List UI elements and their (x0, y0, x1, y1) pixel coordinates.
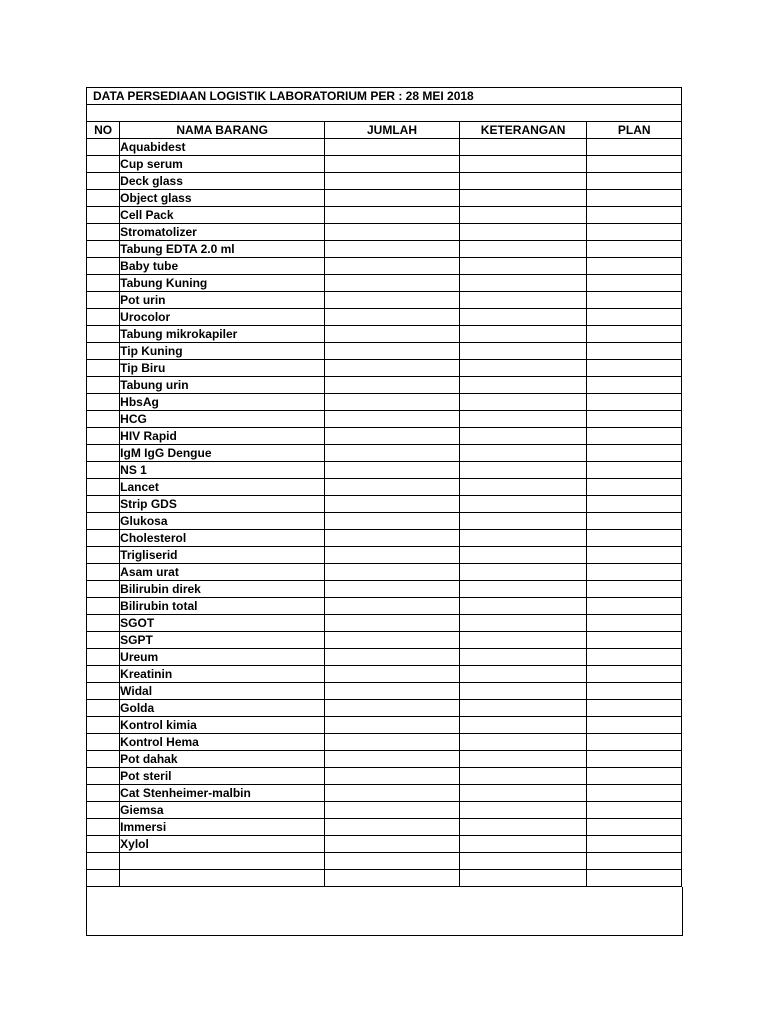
cell-keterangan (459, 411, 587, 428)
table-row (87, 343, 682, 360)
cell-jumlah (325, 581, 460, 598)
cell-jumlah (325, 258, 460, 275)
footer-table (86, 887, 683, 936)
cell-no (87, 768, 120, 785)
cell-keterangan (459, 462, 587, 479)
cell-plan (587, 615, 682, 632)
cell-keterangan (459, 734, 587, 751)
cell-keterangan (459, 207, 587, 224)
table-row (87, 445, 682, 462)
cell-jumlah (325, 734, 460, 751)
cell-nama-barang: Bilirubin total (120, 598, 325, 615)
table-row (87, 428, 682, 445)
cell-plan (587, 139, 682, 156)
cell-no (87, 326, 120, 343)
cell-nama-barang: Deck glass (120, 173, 325, 190)
table-row (87, 479, 682, 496)
table-row (87, 615, 682, 632)
cell-nama-barang: Immersi (120, 819, 325, 836)
cell-nama-barang: Pot steril (120, 768, 325, 785)
cell-jumlah (325, 598, 460, 615)
cell-no (87, 377, 120, 394)
cell-no (87, 309, 120, 326)
cell-no (87, 224, 120, 241)
cell-nama-barang (120, 870, 325, 887)
cell-jumlah (325, 360, 460, 377)
table-row (87, 292, 682, 309)
cell-jumlah (325, 411, 460, 428)
cell-jumlah (325, 394, 460, 411)
cell-no (87, 360, 120, 377)
cell-keterangan (459, 785, 587, 802)
cell-keterangan (459, 139, 587, 156)
cell-nama-barang: Kreatinin (120, 666, 325, 683)
cell-keterangan (459, 683, 587, 700)
table-row (87, 377, 682, 394)
cell-nama-barang: Pot dahak (120, 751, 325, 768)
cell-plan (587, 479, 682, 496)
cell-plan (587, 360, 682, 377)
cell-keterangan (459, 751, 587, 768)
table-row (87, 530, 682, 547)
cell-jumlah (325, 615, 460, 632)
cell-jumlah (325, 156, 460, 173)
cell-plan (587, 275, 682, 292)
cell-plan (587, 258, 682, 275)
table-row (87, 139, 682, 156)
cell-nama-barang: Bilirubin direk (120, 581, 325, 598)
cell-nama-barang: Tabung mikrokapiler (120, 326, 325, 343)
cell-jumlah (325, 547, 460, 564)
cell-keterangan (459, 853, 587, 870)
cell-no (87, 632, 120, 649)
table-row (87, 309, 682, 326)
cell-jumlah (325, 462, 460, 479)
cell-keterangan (459, 445, 587, 462)
document-title: DATA PERSEDIAAN LOGISTIK LABORATORIUM PER : 28 MEI 2018 (87, 88, 682, 105)
table-row (87, 836, 682, 853)
cell-no (87, 411, 120, 428)
cell-nama-barang: Object glass (120, 190, 325, 207)
cell-nama-barang: Ureum (120, 649, 325, 666)
cell-jumlah (325, 802, 460, 819)
title-row (87, 88, 682, 105)
cell-plan (587, 190, 682, 207)
cell-nama-barang: NS 1 (120, 462, 325, 479)
cell-plan (587, 649, 682, 666)
cell-plan (587, 173, 682, 190)
cell-nama-barang: Urocolor (120, 309, 325, 326)
cell-keterangan (459, 496, 587, 513)
table-row (87, 802, 682, 819)
cell-no (87, 598, 120, 615)
cell-jumlah (325, 445, 460, 462)
cell-jumlah (325, 224, 460, 241)
cell-plan (587, 819, 682, 836)
cell-no (87, 751, 120, 768)
cell-jumlah (325, 479, 460, 496)
cell-keterangan (459, 224, 587, 241)
cell-keterangan (459, 819, 587, 836)
cell-jumlah (325, 496, 460, 513)
table-row (87, 564, 682, 581)
cell-plan (587, 292, 682, 309)
cell-no (87, 190, 120, 207)
cell-no (87, 666, 120, 683)
cell-keterangan (459, 700, 587, 717)
cell-no (87, 513, 120, 530)
cell-nama-barang: Tip Biru (120, 360, 325, 377)
cell-plan (587, 207, 682, 224)
cell-nama-barang: Baby tube (120, 258, 325, 275)
cell-plan (587, 513, 682, 530)
cell-plan (587, 666, 682, 683)
cell-jumlah (325, 241, 460, 258)
cell-keterangan (459, 377, 587, 394)
cell-jumlah (325, 190, 460, 207)
cell-plan (587, 785, 682, 802)
cell-keterangan (459, 156, 587, 173)
cell-plan (587, 547, 682, 564)
blank-row (87, 105, 682, 122)
cell-keterangan (459, 343, 587, 360)
cell-keterangan (459, 394, 587, 411)
cell-nama-barang: Golda (120, 700, 325, 717)
header-jumlah: JUMLAH (325, 122, 460, 139)
table-row (87, 547, 682, 564)
header-nama-barang: NAMA BARANG (120, 122, 325, 139)
cell-jumlah (325, 343, 460, 360)
cell-no (87, 173, 120, 190)
cell-no (87, 615, 120, 632)
cell-keterangan (459, 479, 587, 496)
table-row (87, 513, 682, 530)
cell-no (87, 649, 120, 666)
cell-plan (587, 241, 682, 258)
cell-jumlah (325, 377, 460, 394)
cell-nama-barang (120, 853, 325, 870)
cell-nama-barang: HbsAg (120, 394, 325, 411)
cell-plan (587, 700, 682, 717)
cell-no (87, 581, 120, 598)
cell-jumlah (325, 870, 460, 887)
cell-plan (587, 224, 682, 241)
table-row (87, 819, 682, 836)
cell-plan (587, 428, 682, 445)
cell-plan (587, 802, 682, 819)
cell-nama-barang: Tip Kuning (120, 343, 325, 360)
inventory-sheet (86, 87, 682, 936)
cell-no (87, 530, 120, 547)
cell-keterangan (459, 275, 587, 292)
cell-jumlah (325, 785, 460, 802)
cell-nama-barang: Cholesterol (120, 530, 325, 547)
cell-nama-barang: Glukosa (120, 513, 325, 530)
table-row (87, 853, 682, 870)
cell-no (87, 207, 120, 224)
cell-jumlah (325, 836, 460, 853)
cell-no (87, 819, 120, 836)
cell-keterangan (459, 615, 587, 632)
table-row (87, 717, 682, 734)
cell-no (87, 462, 120, 479)
cell-plan (587, 632, 682, 649)
table-row (87, 156, 682, 173)
cell-no (87, 445, 120, 462)
cell-plan (587, 734, 682, 751)
cell-nama-barang: Tabung urin (120, 377, 325, 394)
cell-plan (587, 156, 682, 173)
footer-cell (87, 887, 683, 936)
cell-nama-barang: Trigliserid (120, 547, 325, 564)
cell-no (87, 139, 120, 156)
cell-jumlah (325, 649, 460, 666)
cell-plan (587, 394, 682, 411)
header-row (87, 122, 682, 139)
table-row (87, 360, 682, 377)
header-plan: PLAN (587, 122, 682, 139)
cell-nama-barang: SGOT (120, 615, 325, 632)
cell-keterangan (459, 292, 587, 309)
cell-no (87, 241, 120, 258)
cell-plan (587, 581, 682, 598)
cell-keterangan (459, 428, 587, 445)
cell-no (87, 479, 120, 496)
cell-nama-barang: Asam urat (120, 564, 325, 581)
cell-plan (587, 530, 682, 547)
cell-keterangan (459, 309, 587, 326)
cell-nama-barang: Cat Stenheimer-malbin (120, 785, 325, 802)
table-row (87, 190, 682, 207)
cell-no (87, 700, 120, 717)
cell-plan (587, 343, 682, 360)
cell-jumlah (325, 292, 460, 309)
cell-no (87, 547, 120, 564)
cell-plan (587, 445, 682, 462)
cell-jumlah (325, 632, 460, 649)
blank-cell (87, 105, 682, 122)
cell-no (87, 836, 120, 853)
cell-nama-barang: Tabung Kuning (120, 275, 325, 292)
cell-plan (587, 411, 682, 428)
cell-nama-barang: Kontrol kimia (120, 717, 325, 734)
cell-jumlah (325, 700, 460, 717)
cell-keterangan (459, 717, 587, 734)
cell-keterangan (459, 564, 587, 581)
cell-nama-barang: Aquabidest (120, 139, 325, 156)
cell-jumlah (325, 428, 460, 445)
table-row (87, 598, 682, 615)
cell-no (87, 343, 120, 360)
table-row (87, 632, 682, 649)
cell-keterangan (459, 360, 587, 377)
cell-jumlah (325, 666, 460, 683)
cell-no (87, 853, 120, 870)
cell-keterangan (459, 632, 587, 649)
cell-no (87, 802, 120, 819)
cell-plan (587, 836, 682, 853)
cell-no (87, 275, 120, 292)
cell-plan (587, 853, 682, 870)
table-row (87, 870, 682, 887)
cell-nama-barang: Lancet (120, 479, 325, 496)
cell-no (87, 870, 120, 887)
cell-nama-barang: HCG (120, 411, 325, 428)
cell-keterangan (459, 768, 587, 785)
cell-no (87, 496, 120, 513)
cell-nama-barang: Strip GDS (120, 496, 325, 513)
cell-plan (587, 717, 682, 734)
cell-plan (587, 309, 682, 326)
cell-keterangan (459, 802, 587, 819)
cell-jumlah (325, 564, 460, 581)
cell-keterangan (459, 326, 587, 343)
cell-no (87, 683, 120, 700)
cell-no (87, 156, 120, 173)
cell-plan (587, 462, 682, 479)
cell-nama-barang: Stromatolizer (120, 224, 325, 241)
cell-nama-barang: Kontrol Hema (120, 734, 325, 751)
cell-no (87, 564, 120, 581)
cell-nama-barang: Cell Pack (120, 207, 325, 224)
header-no: NO (87, 122, 120, 139)
cell-jumlah (325, 173, 460, 190)
cell-jumlah (325, 207, 460, 224)
cell-keterangan (459, 513, 587, 530)
cell-keterangan (459, 190, 587, 207)
cell-no (87, 734, 120, 751)
cell-nama-barang: Pot urin (120, 292, 325, 309)
table-row (87, 700, 682, 717)
footer-row (87, 887, 683, 936)
cell-keterangan (459, 649, 587, 666)
cell-plan (587, 598, 682, 615)
cell-keterangan (459, 870, 587, 887)
cell-keterangan (459, 836, 587, 853)
cell-nama-barang: Giemsa (120, 802, 325, 819)
cell-jumlah (325, 139, 460, 156)
cell-jumlah (325, 326, 460, 343)
cell-nama-barang: HIV Rapid (120, 428, 325, 445)
cell-jumlah (325, 819, 460, 836)
table-row (87, 649, 682, 666)
table-row (87, 666, 682, 683)
table-row (87, 326, 682, 343)
cell-nama-barang: Tabung EDTA 2.0 ml (120, 241, 325, 258)
cell-no (87, 785, 120, 802)
cell-keterangan (459, 173, 587, 190)
cell-plan (587, 683, 682, 700)
cell-plan (587, 564, 682, 581)
cell-keterangan (459, 241, 587, 258)
cell-nama-barang: Cup serum (120, 156, 325, 173)
cell-nama-barang: Xylol (120, 836, 325, 853)
table-row (87, 581, 682, 598)
table-row (87, 258, 682, 275)
table-row (87, 411, 682, 428)
cell-plan (587, 496, 682, 513)
cell-keterangan (459, 598, 587, 615)
cell-plan (587, 870, 682, 887)
table-row (87, 394, 682, 411)
table-row (87, 275, 682, 292)
cell-no (87, 258, 120, 275)
cell-jumlah (325, 309, 460, 326)
cell-jumlah (325, 768, 460, 785)
cell-plan (587, 751, 682, 768)
cell-nama-barang: SGPT (120, 632, 325, 649)
table-row (87, 462, 682, 479)
cell-jumlah (325, 853, 460, 870)
table-row (87, 241, 682, 258)
table-row (87, 785, 682, 802)
table-row (87, 496, 682, 513)
inventory-table (86, 87, 682, 887)
cell-jumlah (325, 513, 460, 530)
cell-keterangan (459, 581, 587, 598)
table-row (87, 751, 682, 768)
table-row (87, 224, 682, 241)
cell-no (87, 394, 120, 411)
table-row (87, 207, 682, 224)
header-keterangan: KETERANGAN (459, 122, 587, 139)
cell-keterangan (459, 530, 587, 547)
cell-nama-barang: Widal (120, 683, 325, 700)
table-row (87, 768, 682, 785)
cell-keterangan (459, 547, 587, 564)
table-row (87, 173, 682, 190)
table-row (87, 683, 682, 700)
table-row (87, 734, 682, 751)
cell-jumlah (325, 683, 460, 700)
cell-nama-barang: IgM IgG Dengue (120, 445, 325, 462)
cell-plan (587, 768, 682, 785)
cell-no (87, 292, 120, 309)
cell-keterangan (459, 258, 587, 275)
cell-jumlah (325, 530, 460, 547)
cell-no (87, 717, 120, 734)
cell-plan (587, 326, 682, 343)
cell-jumlah (325, 751, 460, 768)
cell-jumlah (325, 717, 460, 734)
cell-no (87, 428, 120, 445)
cell-keterangan (459, 666, 587, 683)
cell-plan (587, 377, 682, 394)
cell-jumlah (325, 275, 460, 292)
